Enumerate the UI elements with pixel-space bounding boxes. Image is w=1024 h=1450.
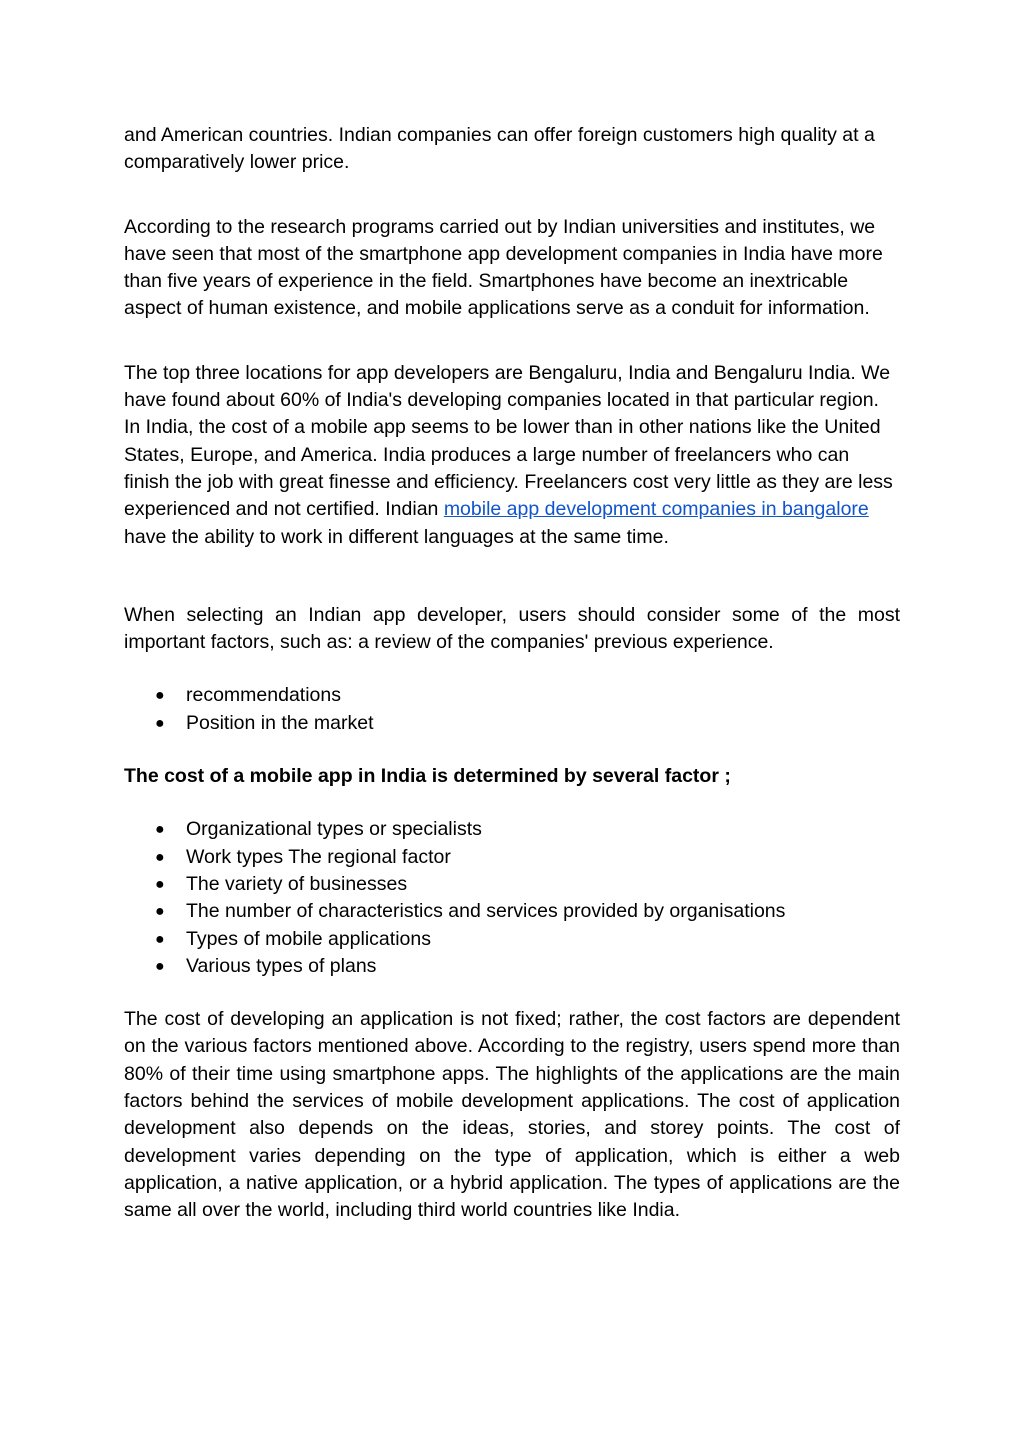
- bullet-icon: ●: [155, 687, 165, 705]
- list-item-label: The number of characteristics and services provided by organisations: [186, 900, 786, 923]
- list-item-label: Work types The regional factor: [186, 845, 451, 868]
- factors-list: [124, 682, 900, 737]
- bullet-icon: ●: [155, 714, 165, 732]
- bullet-icon: ●: [155, 957, 165, 975]
- list-item-label: Organizational types or specialists: [186, 818, 482, 841]
- paragraph-locations: [124, 360, 900, 551]
- paragraph-selecting: When selecting an Indian app developer, users should consider some of the most important factors, such as: a review of the companies' previous experience.: [124, 603, 900, 654]
- bullet-icon: ●: [155, 930, 165, 948]
- paragraph-cost: The cost of developing an application is not fixed; rather, the cost factors are dependent on the various factors mentioned above. According to the registry, users spend more than 80% of their time using smartphone apps. The highlights of the applications are the main factors behind the services of mobile development applications. The cost of application development also depends on the ideas, stories, and storey points. The cost of development varies depending on the type of application, which is either a web application, a native application, or a hybrid application. The types of applications are the same all over the world, including third world countries like India.: [124, 1008, 900, 1222]
- bullet-icon: ●: [155, 903, 165, 921]
- document-page: [124, 122, 900, 1225]
- paragraph-locations-text-before: The top three locations for app developers are Bengaluru, India and Bengaluru India. We have found about 60% of India's developing companies located in that particular region. In India, the cost of a mobile app seems to be lower than in other nations like the United States, Europe, and America. India produces a large number of freelancers who can finish the job with great finesse and efficiency. Freelancers cost very little as they are less experienced and not certified. Indian: [124, 361, 893, 521]
- paragraph-intro: and American countries. Indian companies can offer foreign customers high quality at a comparatively lower price.: [124, 124, 875, 174]
- list-item-label: Various types of plans: [186, 954, 377, 977]
- list-item: [124, 926, 900, 953]
- list-item: [124, 710, 900, 737]
- list-item-label: Position in the market: [186, 711, 374, 734]
- bullet-icon: ●: [155, 875, 165, 893]
- list-item: [124, 953, 900, 980]
- paragraph-locations-text-after: have the ability to work in different languages at the same time.: [124, 525, 669, 548]
- cost-factors-list: [124, 816, 900, 980]
- list-item: [124, 682, 900, 709]
- list-item: [124, 844, 900, 871]
- list-item: [124, 898, 900, 925]
- list-item-label: recommendations: [186, 684, 341, 707]
- paragraph-research: According to the research programs carried out by Indian universities and institutes, we have seen that most of the smartphone app development companies in India have more than five years of experience in the field. Smartphones have become an inextricable aspect of human existence, and mobile applications serve as a conduit for information.: [124, 215, 883, 320]
- list-item-label: Types of mobile applications: [186, 927, 431, 950]
- bullet-icon: ●: [155, 848, 165, 866]
- cost-heading: The cost of a mobile app in India is determined by several factor ;: [124, 765, 731, 788]
- list-item: [124, 816, 900, 843]
- list-item-label: The variety of businesses: [186, 872, 408, 895]
- bangalore-companies-link[interactable]: mobile app development companies in bangalore: [443, 498, 869, 521]
- list-item: [124, 871, 900, 898]
- bullet-icon: ●: [155, 821, 165, 839]
